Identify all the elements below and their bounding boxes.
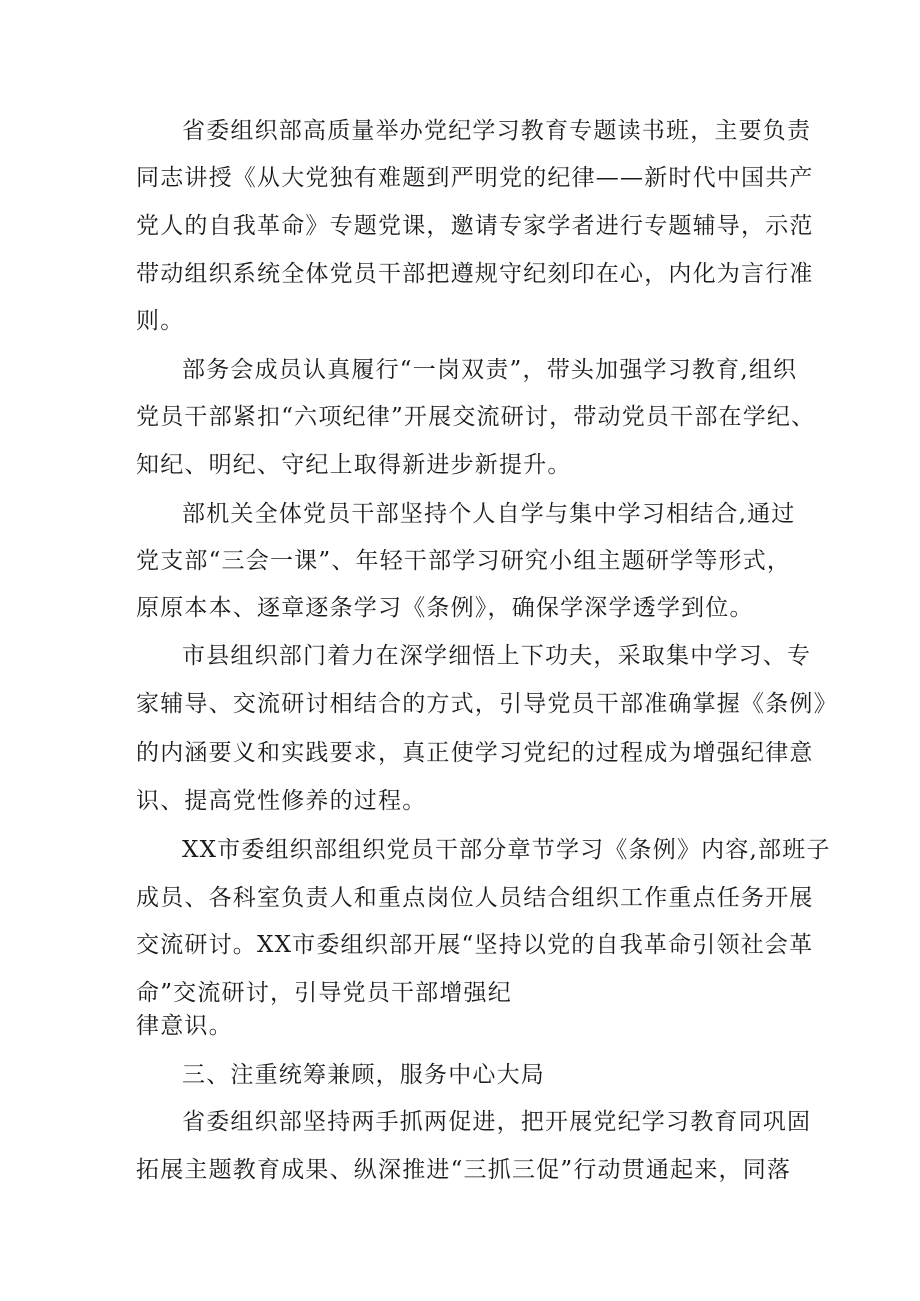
paragraph-1-line-5: 则。 xyxy=(136,308,185,334)
paragraph-1-line-2: 同志讲授《从大党独有难题到严明党的纪律——新时代中国共产 xyxy=(136,165,814,191)
paragraph-7-line-1: 省委组织部坚持两手抓两促进，把开展党纪学习教育同巩固 xyxy=(182,1109,812,1135)
section-heading: 三、注重统筹兼顾，服务中心大局 xyxy=(182,1062,545,1088)
paragraph-7-line-2: 拓展主题教育成果、纵深推进“三抓三促”行动贯通起来，同落 xyxy=(136,1157,792,1183)
paragraph-5-line-5: 律意识。 xyxy=(136,1013,233,1039)
paragraph-5-line-3: 交流研讨。XX市委组织部开展“坚持以党的自我革命引领社会革 xyxy=(136,932,814,958)
paragraph-3-line-1: 部机关全体党员干部坚持个人自学与集中学习相结合,通过 xyxy=(182,501,796,527)
paragraph-5-line-1: XX市委组织部组织党员干部分章节学习《条例》内容,部班子 xyxy=(182,837,831,863)
paragraph-4-line-1: 市县组织部门着力在深学细悟上下功夫，采取集中学习、专 xyxy=(182,643,812,669)
paragraph-2-line-3: 知纪、明纪、守纪上取得新进步新提升。 xyxy=(136,452,572,478)
paragraph-3-line-3: 原原本本、逐章逐条学习《条例》，确保学深学透学到位。 xyxy=(136,595,754,621)
paragraph-2-line-1: 部务会成员认真履行“一岗双责”，带头加强学习教育,组织 xyxy=(182,357,798,383)
paragraph-1-line-3: 党人的自我革命》专题党课，邀请专家学者进行专题辅导，示范 xyxy=(136,213,814,239)
paragraph-5-line-4: 命”交流研讨，引导党员干部增强纪 xyxy=(136,980,512,1006)
paragraph-5-line-2: 成员、各科室负责人和重点岗位人员结合组织工作重点任务开展 xyxy=(136,885,814,911)
paragraph-1-line-1: 省委组织部高质量举办党纪学习教育专题读书班，主要负责 xyxy=(182,118,812,144)
paragraph-4-line-2: 家辅导、交流研讨相结合的方式，引导党员干部准确掌握《条例》 xyxy=(136,691,838,717)
paragraph-2-line-2: 党员干部紧扣“六项纪律”开展交流研讨，带动党员干部在学纪、 xyxy=(136,404,816,430)
paragraph-3-line-2: 党支部“三会一课”、年轻干部学习研究小组主题研学等形式， xyxy=(136,548,792,574)
paragraph-4-line-3: 的内涵要义和实践要求，真正使学习党纪的过程成为增强纪律意 xyxy=(136,740,814,766)
paragraph-1-line-4: 带动组织系统全体党员干部把遵规守纪刻印在心，内化为言行准 xyxy=(136,261,814,287)
paragraph-4-line-4: 识、提高党性修养的过程。 xyxy=(136,788,427,814)
